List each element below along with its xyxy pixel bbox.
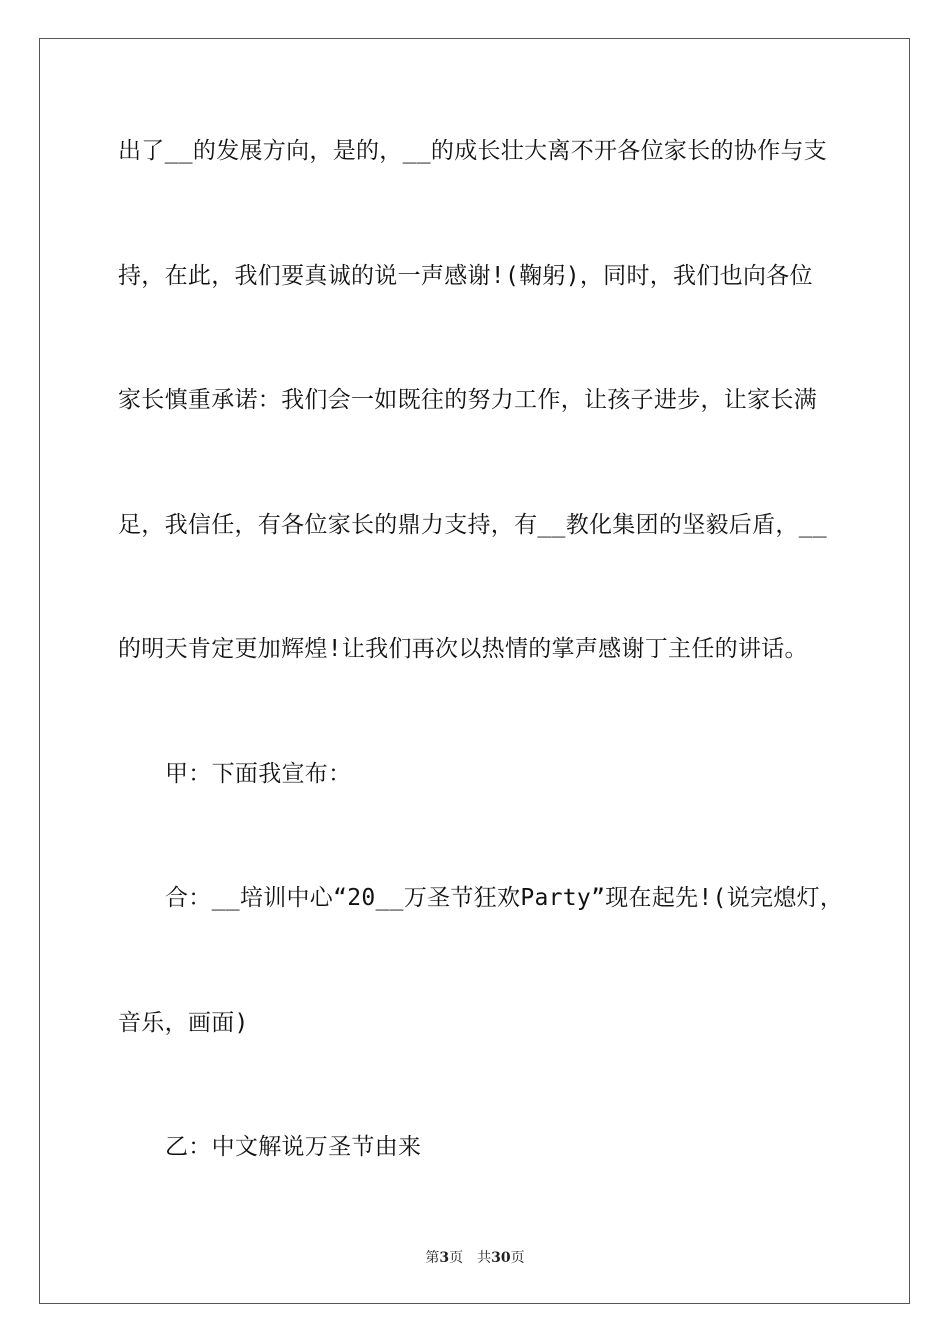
- total-suffix: 页: [510, 1250, 525, 1266]
- total-prefix: 共: [477, 1250, 492, 1266]
- page-border: [39, 38, 910, 1304]
- body-text-line: 持，在此，我们要真诚的说一声感谢!(鞠躬)，同时，我们也向各位: [118, 263, 813, 289]
- page-number: 3: [439, 1250, 450, 1266]
- body-text-line: 甲：下面我宣布：: [165, 761, 352, 787]
- page-prefix: 第: [425, 1250, 440, 1266]
- body-text-line: 乙：中文解说万圣节由来: [165, 1134, 422, 1160]
- total-pages: 30: [491, 1250, 511, 1266]
- body-text-line: 出了__的发展方向，是的，__的成长壮大离不开各位家长的协作与支: [118, 138, 827, 164]
- page-footer: [0, 1249, 950, 1267]
- body-text-line: 合：__培训中心“20__万圣节狂欢Party”现在起先!(说完熄灯，: [165, 885, 844, 911]
- body-text-line: 家长慎重承诺：我们会一如既往的努力工作，让孩子进步，让家长满: [118, 387, 817, 413]
- page-suffix: 页: [449, 1250, 464, 1266]
- body-text-line: 足，我信任，有各位家长的鼎力支持，有__教化集团的坚毅后盾，__: [118, 512, 827, 538]
- body-text-line: 音乐，画面): [118, 1010, 249, 1036]
- body-text-line: 的明天肯定更加辉煌!让我们再次以热情的掌声感谢丁主任的讲话。: [118, 636, 808, 662]
